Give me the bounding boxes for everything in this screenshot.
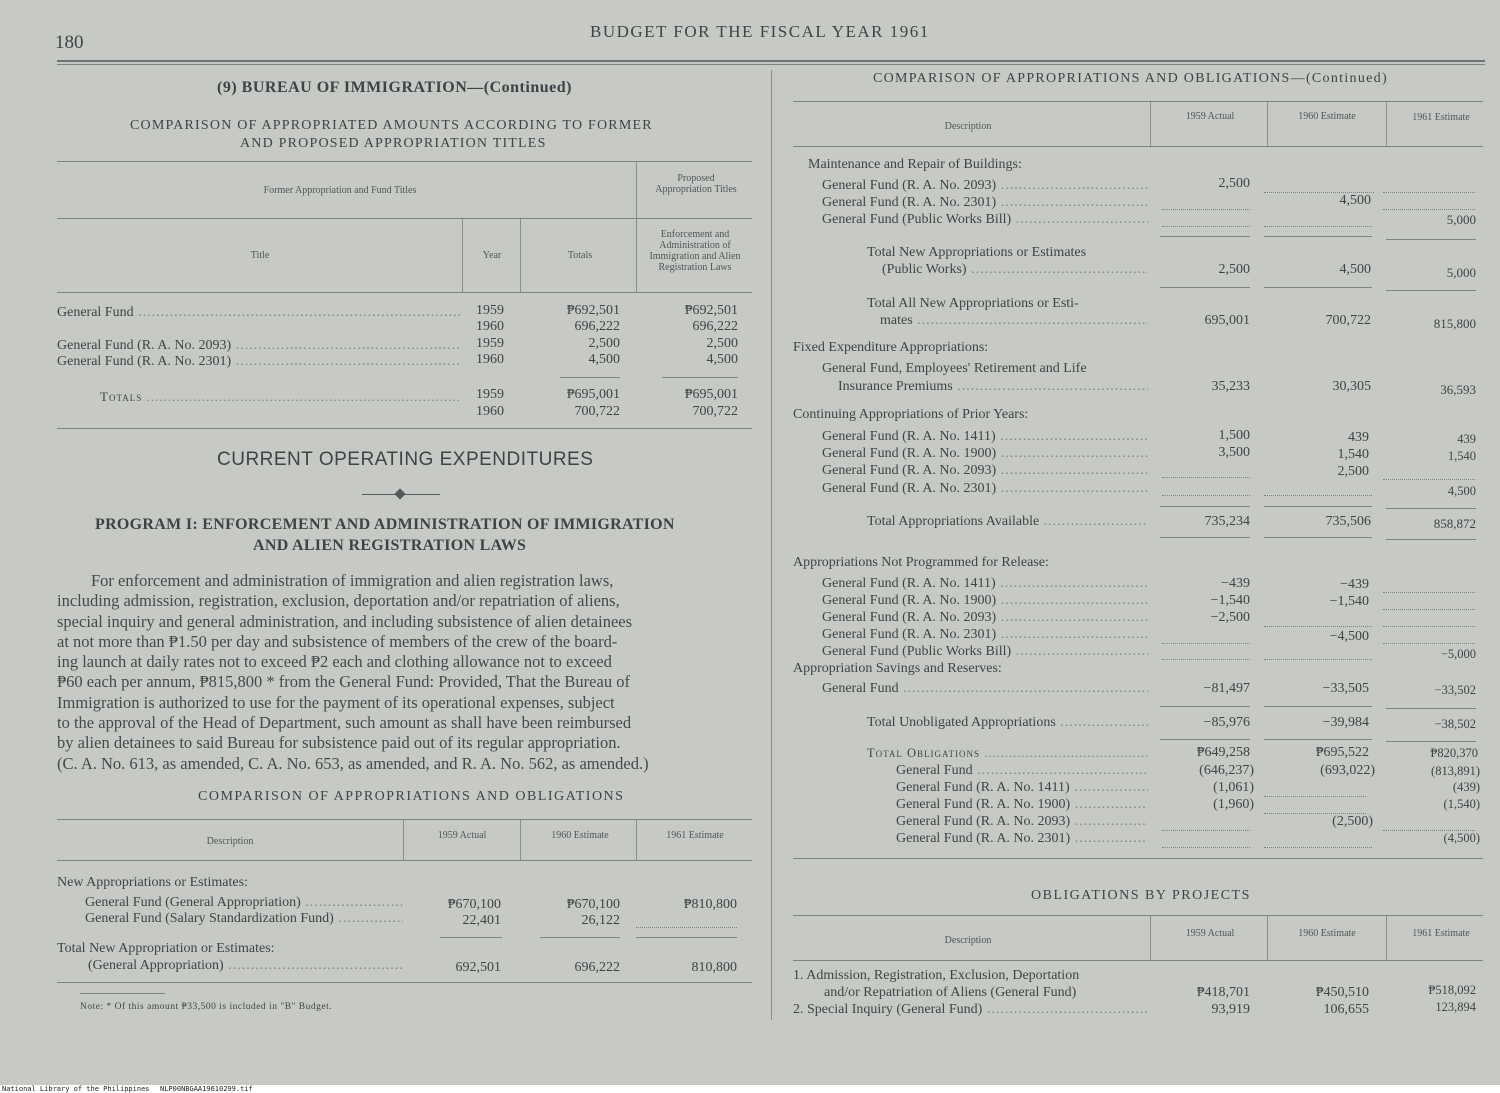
table-vrule (1267, 102, 1268, 146)
total-new-pw-b: 4,500 (1339, 262, 1371, 277)
empty-cell (1383, 467, 1475, 480)
maint-row-label: General Fund (R. A. No. 2093) ..... (822, 178, 1148, 194)
table-rule (57, 860, 752, 861)
obligation-row-a: (646,237) (1199, 763, 1254, 778)
t1-totals-totals: ₱695,001 (566, 387, 620, 402)
header-rule (57, 60, 1485, 62)
subtotal-rule (1386, 708, 1476, 709)
table-rule (57, 428, 752, 429)
obligations-b: ₱695,522 (1315, 745, 1369, 760)
continuing-row-b: 439 (1348, 430, 1369, 445)
total-all-new-a: 695,001 (1204, 313, 1250, 328)
comparison-title-3: COMPARISON OF APPROPRIATIONS AND OBLIGATIONS (198, 789, 625, 804)
t1-row-totals: 2,500 (588, 336, 620, 351)
fixed-a: 35,233 (1211, 379, 1250, 394)
empty-cell (1383, 614, 1475, 627)
paragraph-line: (C. A. No. 613, as amended, C. A. No. 653, as amended, and R. A. No. 562, as amended.) (57, 753, 649, 773)
table-rule (57, 218, 752, 219)
obligations-c: ₱820,370 (1430, 746, 1478, 760)
table-vrule (520, 219, 521, 292)
t1-row-proposed: 696,222 (692, 319, 738, 334)
continuing-row-c: 4,500 (1447, 484, 1476, 498)
project-1-label: 1. Admission, Registration, Exclusion, Deportation (793, 968, 1080, 983)
table-rule (793, 146, 1483, 147)
continuing-row-b: 1,540 (1337, 447, 1369, 462)
project-2-a: 93,919 (1211, 1002, 1250, 1017)
proposed-header: Proposed Appropriation Titles (655, 173, 737, 195)
empty-cell (1264, 214, 1372, 227)
totals-header: Totals (567, 250, 593, 261)
project-1-label-2: and/or Repatriation of Aliens (General Fund) (824, 985, 1077, 1000)
obligation-row-c: (439) (1452, 780, 1480, 794)
savings-a: −81,497 (1203, 681, 1250, 696)
empty-cell (1162, 818, 1250, 831)
paragraph-line: For enforcement and administration of immigration and alien registration laws, (91, 571, 614, 590)
title-header: Title (250, 250, 270, 261)
empty-cell (1383, 197, 1475, 210)
total-new-pw-c: 5,000 (1446, 265, 1476, 280)
t1-row-year: 1959 (476, 336, 504, 351)
maint-row-label: General Fund (R. A. No. 2301) ..... (822, 195, 1148, 211)
table-vrule (636, 820, 637, 860)
t2-row-b: 26,122 (581, 913, 620, 928)
continuing-label: Continuing Appropriations of Prior Years: (793, 407, 1029, 422)
total-new-label: Total New Appropriation or Estimates: (57, 941, 275, 956)
table-vrule (520, 820, 521, 860)
subtotal-rule (1160, 706, 1250, 707)
empty-cell (1264, 614, 1372, 627)
total-unobligated-c: −38,502 (1434, 717, 1476, 731)
maint-label: Maintenance and Repair of Buildings: (808, 157, 1022, 172)
project-1-c: ₱518,092 (1428, 983, 1476, 997)
empty-cell (1264, 835, 1372, 848)
header-rule-2 (57, 64, 1485, 65)
table-rule (57, 161, 752, 162)
program-paragraph (57, 571, 753, 774)
obligation-row-c: (4,500) (1443, 831, 1480, 845)
project-2-c: 123,894 (1435, 1000, 1476, 1014)
table-vrule (462, 219, 463, 292)
total-all-new-label: Total All New Appropriations or Esti- (867, 296, 1079, 311)
savings-b: −33,505 (1322, 681, 1369, 696)
fixed-row-label-2: Insurance Premiums ..... (838, 379, 1148, 395)
empty-cell (1162, 483, 1250, 496)
column-divider (771, 70, 772, 1020)
total-available-label: Total Appropriations Available ..... (867, 514, 1148, 530)
subtotal-rule (1160, 506, 1250, 507)
t2-row-label: General Fund (General Appropriation) ..... (85, 895, 403, 911)
total-new-pw-a: 2,500 (1218, 262, 1250, 277)
empty-cell (636, 915, 737, 928)
t2-row-b: ₱670,100 (566, 897, 620, 912)
t2-row-a: 22,401 (462, 913, 501, 928)
continuing-row-label: General Fund (R. A. No. 2301) ..... (822, 481, 1148, 497)
year-header: Year (482, 250, 502, 261)
table-rule (57, 292, 752, 293)
y1959-header: 1959 Actual (1185, 928, 1235, 939)
np-row-b: −4,500 (1329, 629, 1369, 644)
subtotal-rule (1264, 506, 1372, 507)
empty-cell (1264, 801, 1366, 814)
subtotal-rule (440, 937, 502, 938)
table-vrule (636, 162, 637, 292)
paragraph-line: including admission, registration, exclusion, deportation and/or repatriation of aliens, (57, 591, 620, 611)
np-row-a: −439 (1221, 576, 1250, 591)
table-vrule (1150, 102, 1151, 146)
paragraph-line: ₱60 each per annum, ₱815,800 * from the General Fund: Provided, That the Bureau of (57, 672, 630, 692)
right-title: COMPARISON OF APPROPRIATIONS AND OBLIGATIONS—(Continued) (873, 71, 1388, 86)
continuing-row-label: General Fund (R. A. No. 1411) ..... (822, 429, 1148, 445)
savings-label: Appropriation Savings and Reserves: (793, 661, 1002, 676)
description-header: Description (944, 121, 992, 132)
table-rule (793, 960, 1483, 961)
subtotal-rule (1264, 287, 1372, 288)
table-vrule (1150, 916, 1151, 960)
t2-row-a: ₱670,100 (447, 897, 501, 912)
np-row-label: General Fund (R. A. No. 2301) ..... (822, 627, 1148, 643)
subtotal-rule (560, 377, 620, 378)
new-appropriations-label: New Appropriations or Estimates: (57, 875, 248, 890)
t1-row-proposed: 2,500 (706, 336, 738, 351)
total-new-pw-label: Total New Appropriations or Estimates (867, 245, 1087, 260)
subtotal-rule (1264, 537, 1372, 538)
t2-total-c: 810,800 (691, 960, 737, 975)
np-row-label: General Fund (Public Works Bill) ..... (822, 644, 1148, 660)
comparison-title-2: AND PROPOSED APPROPRIATION TITLES (240, 136, 547, 151)
maint-row-b: 4,500 (1339, 193, 1371, 208)
continuing-row-a: 3,500 (1218, 445, 1250, 460)
total-unobligated-b: −39,984 (1322, 715, 1369, 730)
y1959-header: 1959 Actual (437, 830, 487, 841)
np-row-label: General Fund (R. A. No. 2093) ..... (822, 610, 1148, 626)
obligation-row-c: (1,540) (1443, 797, 1480, 811)
project-1-b: ₱450,510 (1315, 985, 1369, 1000)
empty-cell (1383, 631, 1475, 644)
description-header: Description (206, 836, 254, 847)
y1960-header: 1960 Estimate (1298, 111, 1356, 122)
t1-row-totals: 4,500 (588, 352, 620, 367)
np-row-c: −5,000 (1440, 647, 1476, 661)
empty-cell (1162, 835, 1250, 848)
obligation-row-label: General Fund ..... (896, 763, 1148, 779)
subtotal-rule (1264, 236, 1372, 237)
footer-file: NLP00NBGAA19610299.tif (160, 1085, 253, 1093)
subtotal-rule (1160, 537, 1250, 538)
empty-cell (1162, 197, 1250, 210)
obligation-row-b: (2,500) (1332, 814, 1373, 829)
subtotal-rule (1160, 739, 1250, 740)
obligation-row-label: General Fund (R. A. No. 1900) ..... (896, 797, 1148, 813)
subtotal-rule (1386, 239, 1476, 240)
enforcement-header: Enforcement and Administration of Immigration and Alien Registration Laws (649, 229, 741, 273)
description-header: Description (944, 935, 992, 946)
program-heading-2: AND ALIEN REGISTRATION LAWS (253, 537, 527, 554)
scan-footer (0, 1085, 1500, 1093)
obligation-row-b: (693,022) (1320, 763, 1375, 778)
obligation-row-label: General Fund (R. A. No. 1411) ..... (896, 780, 1148, 796)
empty-cell (1383, 818, 1475, 831)
paragraph-line: Immigration is authorized to use for the payment of its operational expenses, subject (57, 692, 615, 712)
footer-library: National Library of the Philippines (2, 1085, 150, 1093)
total-all-new-c: 815,800 (1433, 316, 1476, 331)
bureau-title: (9) BUREAU OF IMMIGRATION—(Continued) (217, 79, 572, 96)
footnote-rule (80, 993, 165, 994)
t2-row-c: ₱810,800 (683, 897, 737, 912)
empty-cell (1264, 483, 1372, 496)
y1961-header: 1961 Estimate (666, 830, 724, 841)
empty-cell (1264, 647, 1372, 660)
t2-total-a: 692,501 (455, 960, 501, 975)
obligations-a: ₱649,258 (1196, 745, 1250, 760)
fixed-c: 36,593 (1440, 382, 1476, 397)
empty-cell (1383, 580, 1475, 593)
empty-cell (1264, 784, 1366, 797)
np-row-label: General Fund (R. A. No. 1411) ..... (822, 576, 1148, 592)
t2-row-label: General Fund (Salary Standardization Fund) ..... (85, 911, 403, 927)
subtotal-rule (1386, 539, 1476, 540)
continuing-row-b: 2,500 (1337, 464, 1369, 479)
project-2-label: 2. Special Inquiry (General Fund) ..... (793, 1002, 1148, 1018)
np-row-b: −1,540 (1329, 594, 1369, 609)
total-available-a: 735,234 (1204, 514, 1250, 529)
table-rule (793, 915, 1483, 916)
total-all-new-b: 700,722 (1325, 313, 1371, 328)
t1-row-title: General Fund (R. A. No. 2093) ..... (57, 338, 462, 354)
np-row-label: General Fund (R. A. No. 1900) ..... (822, 593, 1148, 609)
subtotal-rule (1160, 236, 1250, 237)
savings-c: −33,502 (1434, 683, 1476, 697)
program-heading: PROGRAM I: ENFORCEMENT AND ADMINISTRATION OF IMMIGRATION (95, 516, 675, 533)
t1-row-year: 1959 (476, 303, 504, 318)
t1-row-year: 1960 (476, 319, 504, 334)
t1-row-title: General Fund ..... (57, 305, 462, 321)
empty-cell (1162, 631, 1250, 644)
comparison-title: COMPARISON OF APPROPRIATED AMOUNTS ACCORDING TO FORMER (130, 118, 653, 133)
t1-row-proposed: ₱692,501 (684, 303, 738, 318)
t1-row-title: General Fund (R. A. No. 2301) ..... (57, 354, 462, 370)
continuing-row-c: 439 (1457, 432, 1476, 446)
empty-cell (1162, 647, 1250, 660)
t1-totals-totals: 700,722 (574, 404, 620, 419)
np-row-a: −2,500 (1210, 610, 1250, 625)
obligation-row-a: (1,960) (1213, 797, 1254, 812)
t1-totals-proposed: ₱695,001 (684, 387, 738, 402)
total-new-pw-label-2: (Public Works) ..... (882, 262, 1148, 278)
total-available-b: 735,506 (1325, 514, 1371, 529)
subtotal-rule (662, 377, 738, 378)
table-rule (793, 101, 1483, 102)
footnote: Note: * Of this amount ₱33,500 is included in "B" Budget. (80, 1002, 333, 1012)
t1-totals-title: Totals ..... (100, 389, 462, 405)
total-all-new-label-2: mates ..... (880, 313, 1148, 329)
empty-cell (1383, 180, 1475, 193)
page-title: BUDGET FOR THE FISCAL YEAR 1961 (590, 22, 930, 41)
former-header: Former Appropriation and Fund Titles (263, 185, 417, 196)
subtotal-rule (1264, 739, 1372, 740)
np-row-a: −1,540 (1210, 593, 1250, 608)
obligation-row-label: General Fund (R. A. No. 2093) ..... (896, 814, 1148, 830)
savings-row-label: General Fund ..... (822, 681, 1148, 697)
y1960-header: 1960 Estimate (1298, 928, 1356, 939)
total-unobligated-label: Total Unobligated Appropriations ..... (867, 715, 1148, 731)
y1961-header: 1961 Estimate (1412, 928, 1470, 939)
subtotal-rule (636, 937, 737, 938)
empty-cell (1162, 465, 1250, 478)
empty-cell (1162, 214, 1250, 227)
table-vrule (1386, 102, 1387, 146)
not-programmed-label: Appropriations Not Programmed for Release: (793, 555, 1049, 570)
t1-row-totals: 696,222 (574, 319, 620, 334)
obligation-row-c: (813,891) (1431, 764, 1480, 778)
t1-totals-proposed: 700,722 (692, 404, 738, 419)
table-rule (793, 858, 1483, 859)
y1961-header: 1961 Estimate (1412, 112, 1470, 123)
project-1-a: ₱418,701 (1196, 985, 1250, 1000)
diamond-icon (394, 488, 405, 499)
project-2-b: 106,655 (1323, 1002, 1369, 1017)
subtotal-rule (1264, 706, 1372, 707)
subtotal-rule (1386, 290, 1476, 291)
t1-totals-year: 1960 (476, 404, 504, 419)
section-heading: CURRENT OPERATING EXPENDITURES (217, 449, 594, 470)
subtotal-rule (1386, 508, 1476, 509)
obligation-row-label: General Fund (R. A. No. 2301) ..... (896, 831, 1148, 847)
total-new-label-2: (General Appropriation) ..... (88, 958, 403, 974)
maint-row-a: 2,500 (1218, 176, 1250, 191)
subtotal-rule (1160, 287, 1250, 288)
fixed-label: Fixed Expenditure Appropriations: (793, 340, 989, 355)
paragraph-line: special inquiry and general administration, and including subsistence of alien detainees (57, 611, 633, 631)
maint-row-c: 5,000 (1446, 212, 1476, 227)
continuing-row-a: 1,500 (1218, 428, 1250, 443)
fixed-b: 30,305 (1332, 379, 1371, 394)
np-row-b: −439 (1340, 577, 1369, 592)
total-obligations-label: Total Obligations ..... (867, 746, 1148, 761)
table-vrule (1267, 916, 1268, 960)
paragraph-line: ing launch at daily rates not to exceed ₱2 each and clothing allowance not to exceed (57, 652, 612, 672)
t1-totals-year: 1959 (476, 387, 504, 402)
fixed-row-label: General Fund, Employees' Retirement and Life (822, 361, 1087, 376)
continuing-row-c: 1,540 (1447, 449, 1476, 463)
total-available-c: 858,872 (1433, 516, 1476, 531)
page-number: 180 (55, 32, 84, 53)
paragraph-line: by alien detainees to said Bureau for subsistence paid out of its regular appropriation. (57, 733, 621, 753)
maint-row-label: General Fund (Public Works Bill) ..... (822, 212, 1148, 228)
table-vrule (1386, 916, 1387, 960)
table-rule (57, 982, 752, 983)
subtotal-rule (540, 937, 620, 938)
empty-cell (1264, 180, 1374, 193)
subtotal-rule (1386, 741, 1476, 742)
continuing-row-label: General Fund (R. A. No. 2093) ..... (822, 463, 1148, 479)
t2-total-b: 696,222 (574, 960, 620, 975)
y1960-header: 1960 Estimate (551, 830, 609, 841)
paragraph-line: at not more than ₱1.50 per day and subsistence of members of the crew of the board- (57, 631, 618, 651)
t1-row-year: 1960 (476, 352, 504, 367)
t1-row-totals: ₱692,501 (566, 303, 620, 318)
projects-title: OBLIGATIONS BY PROJECTS (1031, 888, 1251, 903)
total-unobligated-a: −85,976 (1203, 715, 1250, 730)
empty-cell (1383, 597, 1475, 610)
t1-row-proposed: 4,500 (706, 352, 738, 367)
continuing-row-label: General Fund (R. A. No. 1900) ..... (822, 446, 1148, 462)
paragraph-line: to the approval of the Head of Department, such amount as shall have been reimbursed (57, 713, 632, 733)
table-vrule (403, 820, 404, 860)
obligation-row-a: (1,061) (1213, 780, 1254, 795)
y1959-header: 1959 Actual (1185, 111, 1235, 122)
table-rule (57, 819, 752, 820)
